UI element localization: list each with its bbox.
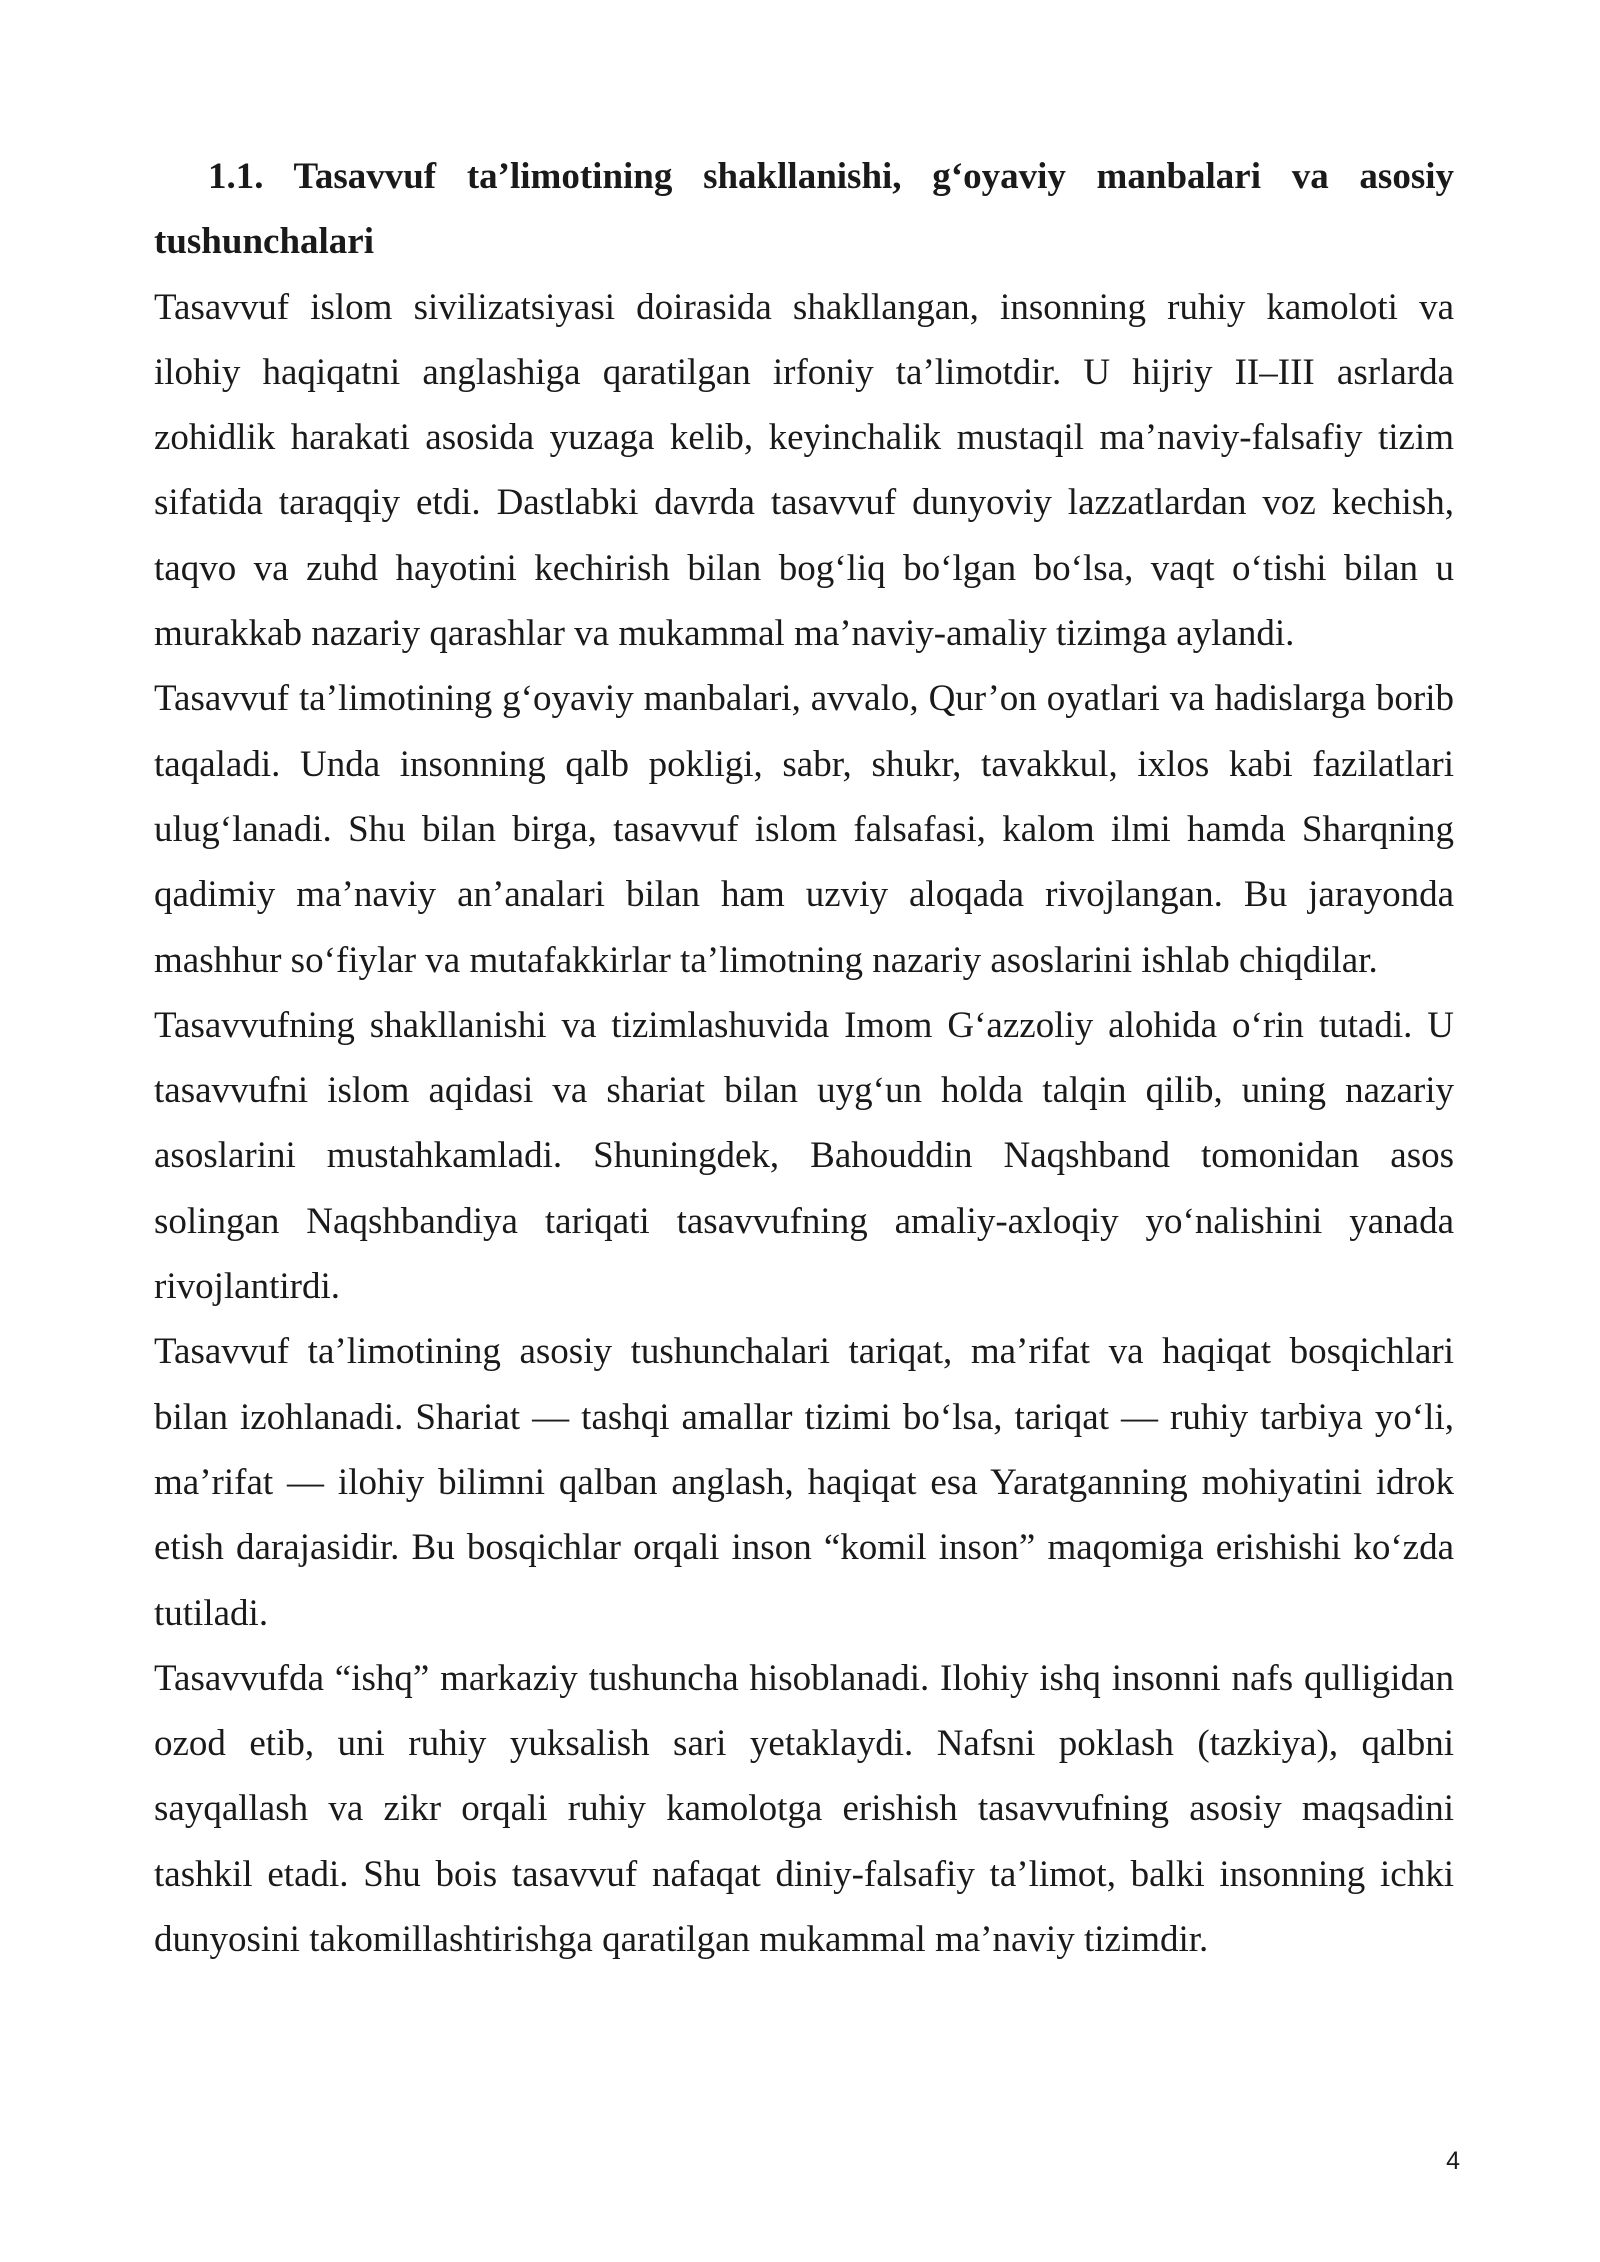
page-content [154, 144, 1454, 1972]
paragraph-1: Tasavvuf islom sivilizatsiyasi doirasida shakllangan, insonning ruhiy kamoloti va ilohiy haqiqatni anglashiga qaratilgan irfoniy ta’limotdir. U hijriy II–III asrlarda zohidlik harakati asosida yuzaga kelib, keyinchalik mustaqil ma’naviy-falsafiy tizim sifatida taraqqiy etdi. Dastlabki davrda tasavvuf dunyoviy lazzatlardan voz kechish, taqvo va zuhd hayotini kechirish bilan bog‘liq bo‘lgan bo‘lsa, vaqt o‘tishi bilan u murakkab nazariy qarashlar va mukammal ma’naviy-amaliy tizimga aylandi. [154, 286, 1454, 655]
paragraph-3: Tasavvufning shakllanishi va tizimlashuvida Imom G‘azzoliy alohida o‘rin tutadi. U tasavvufni islom aqidasi va shariat bilan uyg‘un holda talqin qilib, uning nazariy asoslarini mustahkamladi. Shuningdek, Bahouddin Naqshband tomonidan asos solingan Naqshbandiya tariqati tasavvufning amaliy-axloqiy yo‘nalishini yanada rivojlantirdi. [154, 1004, 1454, 1308]
section-heading: 1.1. Tasavvuf ta’limotining shakllanishi, g‘oyaviy manbalari va asosiy tushunchalari [154, 156, 1454, 263]
page-number: 4 [1446, 2147, 1460, 2175]
paragraph-5: Tasavvufda “ishq” markaziy tushuncha hisoblanadi. Ilohiy ishq insonni nafs qulligidan ozod etib, uni ruhiy yuksalish sari yetaklaydi. Nafsni poklash (tazkiya), qalbni sayqallash va zikr orqali ruhiy kamolotga erishish tasavvufning asosiy maqsadini tashkil etadi. Shu bois tasavvuf nafaqat diniy-falsafiy ta’limot, balki insonning ichki dunyosini takomillashtirishga qaratilgan mukammal ma’naviy tizimdir. [154, 1657, 1454, 1961]
paragraph-2: Tasavvuf ta’limotining g‘oyaviy manbalari, avvalo, Qur’on oyatlari va hadislarga borib taqaladi. Unda insonning qalb pokligi, sabr, shukr, tavakkul, ixlos kabi fazilatlari ulug‘lanadi. Shu bilan birga, tasavvuf islom falsafasi, kalom ilmi hamda Sharqning qadimiy ma’naviy an’analari bilan ham uzviy aloqada rivojlangan. Bu jarayonda mashhur so‘fiylar va mutafakkirlar ta’limotning nazariy asoslarini ishlab chiqdilar. [154, 678, 1454, 981]
paragraph-4: Tasavvuf ta’limotining asosiy tushunchalari tariqat, ma’rifat va haqiqat bosqichlari bilan izohlanadi. Shariat — tashqi amallar tizimi bo‘lsa, tariqat — ruhiy tarbiya yo‘li, ma’rifat — ilohiy bilimni qalban anglash, haqiqat esa Yaratganning mohiyatini idrok etish darajasidir. Bu bosqichlar orqali inson “komil inson” maqomiga erishishi ko‘zda tutiladi. [154, 1331, 1454, 1634]
